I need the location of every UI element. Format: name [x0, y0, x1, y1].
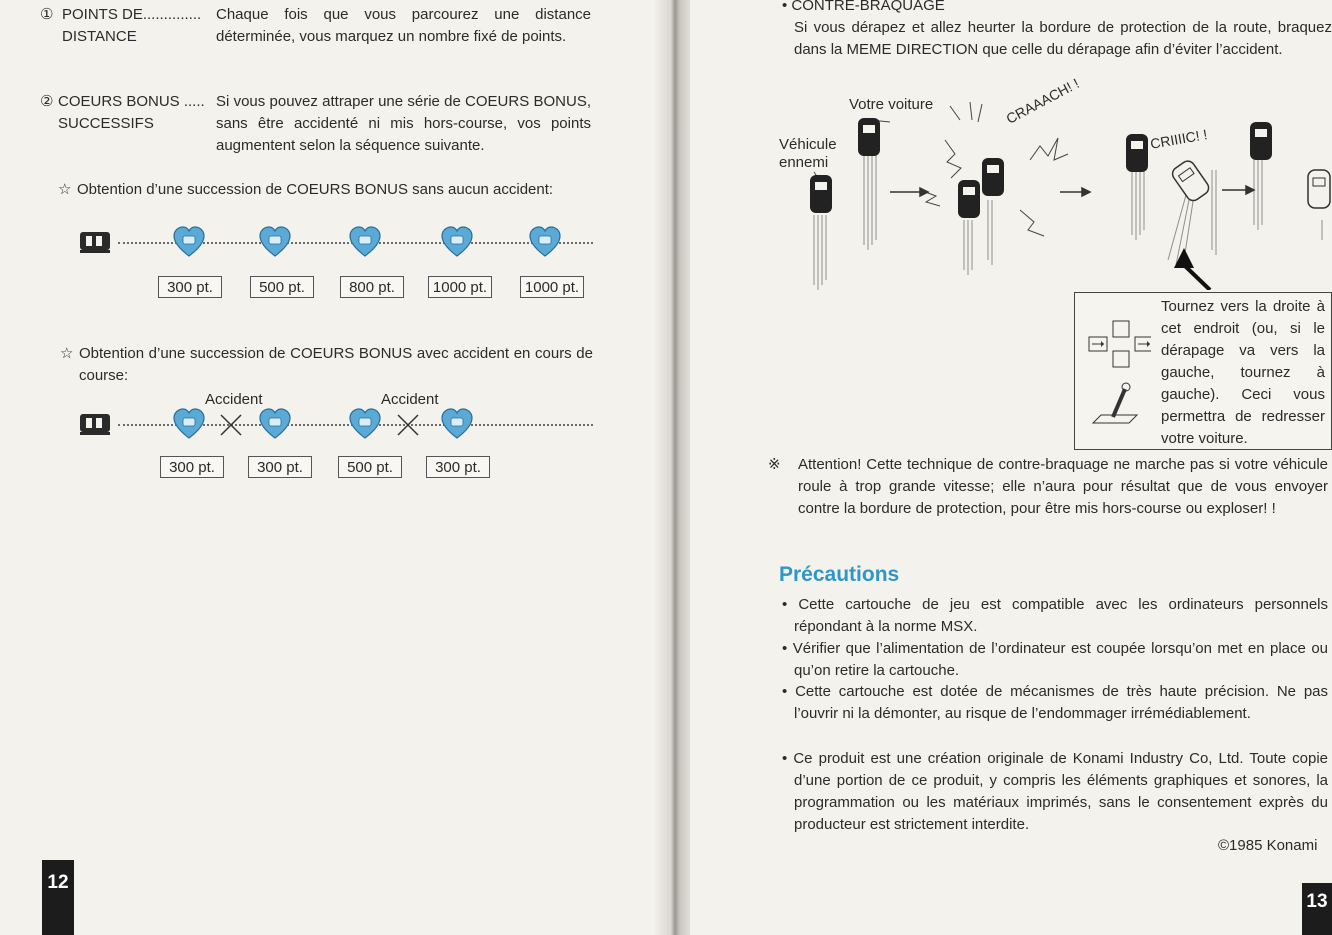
- car-icon: [78, 410, 118, 438]
- star-mark: ☆: [58, 181, 72, 198]
- bonus-heart-icon: [348, 407, 382, 441]
- precaution-item: • Cette cartouche de jeu est compatible avec les ordinateurs personnels répondant à la norme MSX.: [782, 594, 1328, 638]
- bonus-heart-icon: [528, 225, 562, 259]
- accident-label: Accident: [381, 391, 439, 408]
- book-gutter: [655, 0, 695, 935]
- points-box: 300 pt.: [158, 276, 222, 298]
- bonus-heart-icon: [440, 407, 474, 441]
- item-term-2: SUCCESSIFS: [58, 115, 154, 132]
- item-term: POINTS DE..............: [62, 6, 202, 23]
- bonus-heart-icon: [348, 225, 382, 259]
- page-number: 12: [42, 860, 74, 935]
- sequence-description: Obtention d’une succession de COEURS BONUS sans aucun accident:: [77, 181, 554, 198]
- points-box: 300 pt.: [248, 456, 312, 478]
- item-description: Chaque fois que vous parcourez une distance déterminée, vous marquez un nombre fixé de points.: [216, 6, 591, 45]
- points-box: 1000 pt.: [520, 276, 584, 298]
- bonus-heart-icon: [440, 225, 474, 259]
- crash-sound: CRAAACH! !: [1003, 75, 1082, 127]
- item-term: COEURS BONUS .....: [58, 93, 205, 110]
- enemy-label: Véhicule: [779, 136, 837, 153]
- instruction-callout: [1074, 292, 1332, 450]
- accident-label: Accident: [205, 391, 263, 408]
- bonus-heart-icon: [258, 225, 292, 259]
- callout-text: Tournez vers la droite à cet endroit (ou, si le dérapage va vers la gauche, tournez à gauche). Ceci vous permettra de redresser votre voiture.: [1161, 298, 1325, 447]
- attention-mark: ※: [768, 456, 781, 473]
- skid-illustration: [770, 100, 1332, 290]
- right-page: [690, 0, 1332, 935]
- car-icon: [78, 228, 118, 256]
- item-description: Si vous pouvez attraper une série de COEURS BONUS, sans être accidenté ni mis hors-course, vos points augmentent selon la séquence suivante.: [216, 93, 591, 154]
- sequence-description: Obtention d’une succession de COEURS BONUS avec accident en cours de course:: [79, 345, 593, 384]
- points-box: 300 pt.: [160, 456, 224, 478]
- points-box: 1000 pt.: [428, 276, 492, 298]
- points-box: 500 pt.: [250, 276, 314, 298]
- precaution-item: • Cette cartouche est dotée de mécanismes de très haute précision. Ne pas l’ouvrir ni la démonter, au risque de l’endommager irrémédiablement.: [782, 681, 1328, 725]
- section-text: Si vous dérapez et allez heurter la bordure de protection de la route, braquez dans la MEME DIRECTION que celle du dérapage afin d’éviter l’accident.: [794, 19, 1332, 58]
- precautions-title: Précautions: [779, 563, 900, 586]
- bonus-heart-icon: [172, 407, 206, 441]
- item-term-2: DISTANCE: [62, 28, 137, 45]
- item-number: ②: [40, 93, 54, 110]
- points-box: 300 pt.: [426, 456, 490, 478]
- star-mark: ☆: [60, 345, 74, 362]
- page-number: 13: [1302, 883, 1332, 935]
- precaution-item: • Ce produit est une création originale de Konami Industry Co, Ltd. Toute copie d’une portion de ce produit, y compris les éléments graphiques et sonores, la programmation ou les matériaux imprimés, sans le consentement exprès du producteur est strictement interdite.: [782, 748, 1328, 836]
- car-label: Votre voiture: [849, 96, 934, 113]
- item-number: ①: [40, 6, 54, 23]
- enemy-label-2: ennemi: [779, 154, 829, 171]
- skid-sound: CRIIIIC! !: [1149, 126, 1209, 152]
- copyright: ©1985 Konami: [1218, 837, 1318, 854]
- points-box: 800 pt.: [340, 276, 404, 298]
- cross-icon: [395, 412, 421, 438]
- points-box: 500 pt.: [338, 456, 402, 478]
- attention-text: Attention! Cette technique de contre-braquage ne marche pas si votre véhicule roule à trop grande vitesse; elle n’aura pour résultat que de vous envoyer contre la bordure de protection, pour être mis hors-course ou exploser! !: [798, 456, 1328, 517]
- joystick-icon: [1085, 319, 1151, 429]
- bonus-heart-icon: [172, 225, 206, 259]
- section-title: • CONTRE-BRAQUAGE: [782, 0, 945, 14]
- precaution-item: • Vérifier que l’alimentation de l’ordinateur est coupée lorsqu’on met en place ou qu’on retire la cartouche.: [782, 638, 1328, 682]
- cross-icon: [218, 412, 244, 438]
- bonus-heart-icon: [258, 407, 292, 441]
